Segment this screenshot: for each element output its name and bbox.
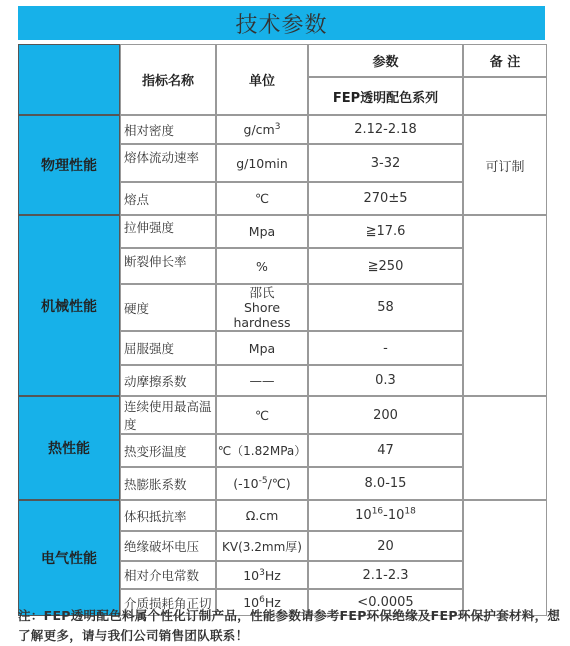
category-physical: 物理性能	[18, 115, 120, 215]
row-value-melt-flow: 3-32	[308, 144, 463, 182]
row-value-service-temp: 200	[308, 396, 463, 434]
row-unit-melt-flow: g/10min	[216, 144, 308, 182]
row-unit-expansion: $(-10^{-5}/℃)$	[216, 467, 308, 500]
row-unit-heat-deflection: ℃（1.82MPa）	[216, 434, 308, 467]
header-indicator: 指标名称	[120, 44, 216, 115]
row-unit-loss-tangent: $10^6Hz$	[216, 589, 308, 616]
row-value-elongation: ≧250	[308, 248, 463, 284]
header-series: FEP透明配色系列	[308, 77, 463, 115]
row-name-hardness: 硬度	[120, 284, 216, 331]
category-mechanical: 机械性能	[18, 215, 120, 396]
row-value-dielectric: 2.1-2.3	[308, 561, 463, 589]
remark-thermal	[463, 396, 547, 500]
category-thermal: 热性能	[18, 396, 120, 500]
header-remark: 备 注	[463, 44, 547, 77]
row-unit-dielectric: $10^3Hz$	[216, 561, 308, 589]
row-value-hardness: 58	[308, 284, 463, 331]
page-title: 技术参数	[235, 12, 328, 38]
row-value-expansion: 8.0-15	[308, 467, 463, 500]
remark-physical: 可订制	[463, 115, 547, 215]
row-value-heat-deflection: 47	[308, 434, 463, 467]
row-unit-elongation: %	[216, 248, 308, 284]
row-value-resistivity: $10^{16}-10^{18}$	[308, 500, 463, 531]
category-electrical: 电气性能	[18, 500, 120, 616]
row-name-melt-flow: 熔体流动速率	[120, 144, 216, 182]
row-name-heat-deflection: 热变形温度	[120, 434, 216, 467]
row-name-loss-tangent: 介质损耗角正切	[120, 589, 216, 616]
row-name-expansion: 热膨胀系数	[120, 467, 216, 500]
row-name-breakdown: 绝缘破坏电压	[120, 531, 216, 561]
row-value-yield: -	[308, 331, 463, 365]
row-value-friction: 0.3	[308, 365, 463, 396]
row-unit-yield: Mpa	[216, 331, 308, 365]
row-unit-resistivity: Ω.cm	[216, 500, 308, 531]
header-remark-blank	[463, 77, 547, 115]
row-name-elongation: 断裂伸长率	[120, 248, 216, 284]
row-unit-melting-point: ℃	[216, 182, 308, 215]
row-name-density: 相对密度	[120, 115, 216, 144]
spec-table	[18, 44, 547, 616]
row-unit-friction: ——	[216, 365, 308, 396]
row-unit-hardness: 邵氏 Shore hardness	[216, 284, 308, 331]
row-name-friction: 动摩擦系数	[120, 365, 216, 396]
row-unit-density: $g/cm^3$	[216, 115, 308, 144]
row-unit-tensile: Mpa	[216, 215, 308, 248]
row-value-breakdown: 20	[308, 531, 463, 561]
row-name-yield: 屈服强度	[120, 331, 216, 365]
remark-electrical	[463, 500, 547, 616]
header-params: 参数	[308, 44, 463, 77]
row-value-density: 2.12-2.18	[308, 115, 463, 144]
footer-note: 注：FEP透明配色料属个性化订制产品，性能参数请参考FEP环保绝缘及FEP环保护套材料，想了解更多，请与我们公司销售团队联系！	[18, 608, 561, 643]
header-blank-cell	[18, 44, 120, 115]
row-unit-service-temp: ℃	[216, 396, 308, 434]
row-name-melting-point: 熔点	[120, 182, 216, 215]
header-unit: 单位	[216, 44, 308, 115]
row-value-melting-point: 270±5	[308, 182, 463, 215]
spec-table-wrapper	[18, 44, 547, 616]
row-name-service-temp: 连续使用最高温度	[120, 396, 216, 434]
row-value-loss-tangent: <0.0005	[308, 589, 463, 616]
row-name-resistivity: 体积抵抗率	[120, 500, 216, 531]
row-unit-breakdown: KV(3.2mm厚)	[216, 531, 308, 561]
row-name-dielectric: 相对介电常数	[120, 561, 216, 589]
row-value-tensile: ≧17.6	[308, 215, 463, 248]
remark-mechanical	[463, 215, 547, 396]
title-bar	[18, 6, 545, 40]
row-name-tensile: 拉伸强度	[120, 215, 216, 248]
